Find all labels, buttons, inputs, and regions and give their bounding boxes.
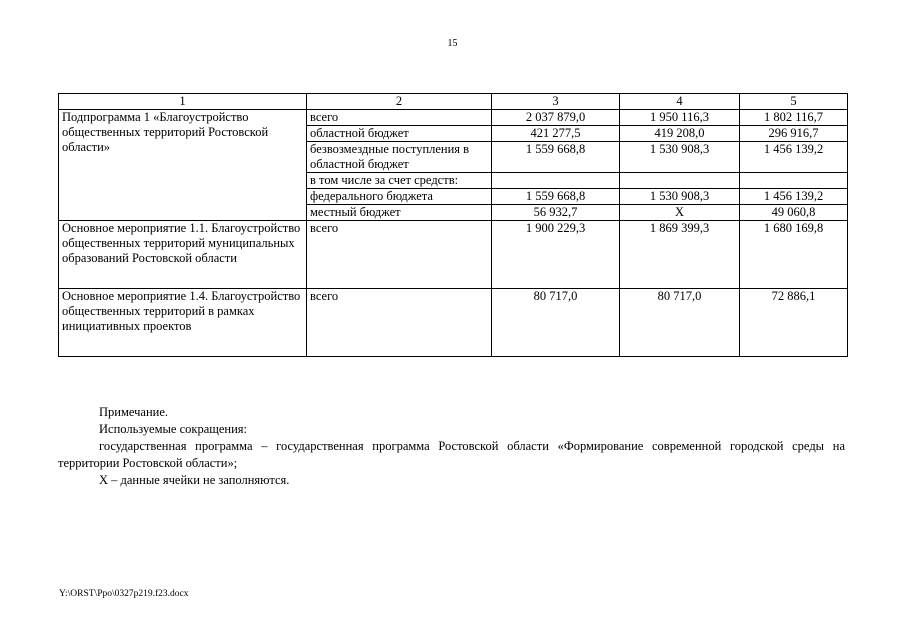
value-cell: 80 717,0 (492, 289, 620, 357)
value-cell: 56 932,7 (492, 205, 620, 221)
value-cell: 1 950 116,3 (620, 110, 740, 126)
source-cell: федерального бюджета (307, 189, 492, 205)
value-cell (740, 173, 848, 189)
column-header: 5 (740, 94, 848, 110)
value-cell: 72 886,1 (740, 289, 848, 357)
notes-section (58, 404, 845, 489)
value-cell: 1 456 139,2 (740, 142, 848, 173)
value-cell: 1 530 908,3 (620, 142, 740, 173)
value-cell: 1 559 668,8 (492, 142, 620, 173)
column-header: 2 (307, 94, 492, 110)
source-cell: безвозмездные поступления в областной бюджет (307, 142, 492, 173)
table-row (59, 289, 848, 357)
page-number: 15 (447, 38, 458, 49)
value-cell: 419 208,0 (620, 126, 740, 142)
value-cell: 1 869 399,3 (620, 221, 740, 289)
column-header: 3 (492, 94, 620, 110)
notes-heading: Примечание. (99, 405, 169, 419)
source-cell: всего (307, 110, 492, 126)
source-cell: местный бюджет (307, 205, 492, 221)
abbreviation-definition: государственная программа – государственная программа Ростовской области «Формирование современной городской среды на территории Ростовской области»; (58, 439, 845, 470)
value-cell: 1 559 668,8 (492, 189, 620, 205)
source-cell: всего (307, 221, 492, 289)
program-title-cell: Основное мероприятие 1.4. Благоустройство общественных территорий в рамках инициативных проектов (59, 289, 307, 357)
program-title-cell: Подпрограмма 1 «Благоустройство общественных территорий Ростовской области» (59, 110, 307, 221)
document-file-path: Y:\ORST\Ppo\0327p219.f23.docx (59, 589, 189, 599)
value-cell: 1 802 116,7 (740, 110, 848, 126)
column-header: 4 (620, 94, 740, 110)
value-cell: 49 060,8 (740, 205, 848, 221)
value-cell (620, 173, 740, 189)
value-cell: 1 456 139,2 (740, 189, 848, 205)
value-cell: 421 277,5 (492, 126, 620, 142)
source-cell: областной бюджет (307, 126, 492, 142)
value-cell: 1 530 908,3 (620, 189, 740, 205)
value-cell: 2 037 879,0 (492, 110, 620, 126)
source-cell: всего (307, 289, 492, 357)
value-cell: 1 900 229,3 (492, 221, 620, 289)
value-cell: 80 717,0 (620, 289, 740, 357)
column-header: 1 (59, 94, 307, 110)
program-title-cell: Основное мероприятие 1.1. Благоустройство общественных территорий муниципальных образований Ростовской области (59, 221, 307, 289)
abbreviations-heading: Используемые сокращения: (99, 422, 248, 436)
budget-table (58, 93, 848, 357)
table-row (59, 110, 848, 126)
source-cell: в том числе за счет средств: (307, 173, 492, 189)
table-header-row (59, 94, 848, 110)
x-note: Х – данные ячейки не заполняются. (99, 473, 290, 487)
value-cell: 1 680 169,8 (740, 221, 848, 289)
value-cell: 296 916,7 (740, 126, 848, 142)
table-row (59, 221, 848, 289)
value-cell: Х (620, 205, 740, 221)
value-cell (492, 173, 620, 189)
